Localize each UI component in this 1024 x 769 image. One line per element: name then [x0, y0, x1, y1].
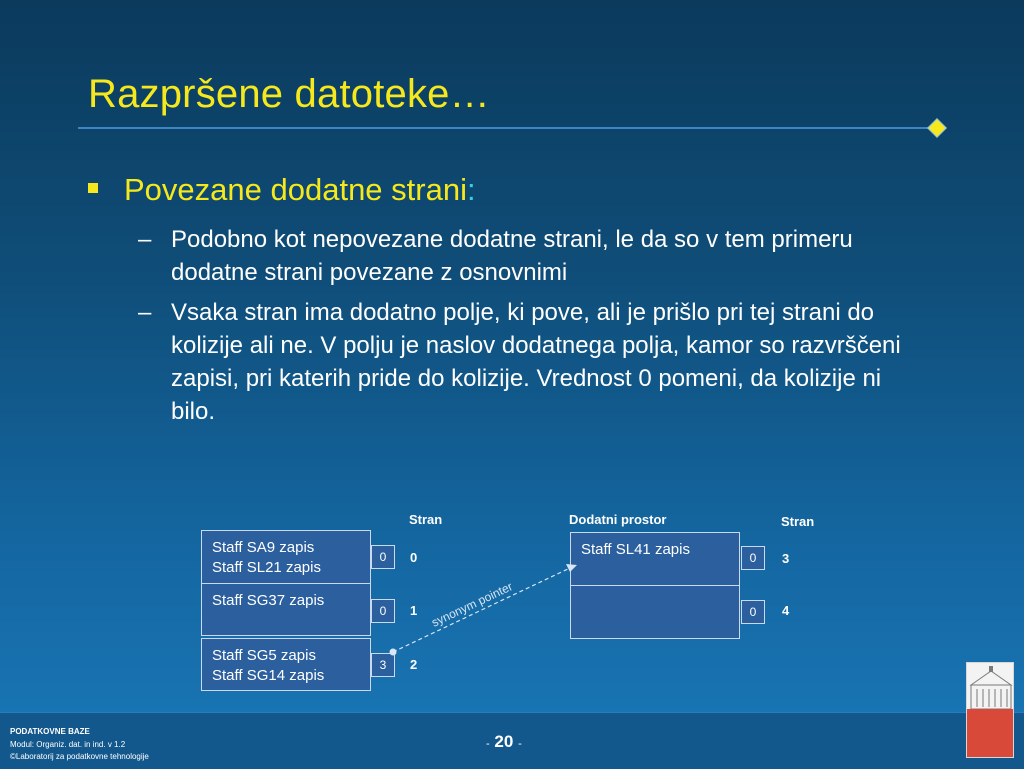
dash-bullet-icon: – [138, 299, 152, 326]
university-logo [966, 662, 1014, 758]
overflow-pointer-field-1: 0 [741, 600, 765, 624]
page-number-2: 2 [410, 657, 418, 672]
overflow-column-label: Dodatni prostor [569, 512, 667, 527]
overflow-pointer-field-0: 0 [741, 546, 765, 570]
overflow-page-number-1: 4 [782, 603, 790, 618]
pointer-field-1: 0 [371, 599, 395, 623]
page-column-label: Stran [409, 512, 443, 527]
footer-module: Modul: Organiz. dat. in ind. v 1.2 [10, 740, 126, 749]
synonym-pointer-label: synonym pointer [429, 579, 515, 630]
overflow-page-number-0: 3 [782, 551, 790, 566]
record-line: Staff SL21 zapis [212, 559, 321, 576]
record-line: Staff SG5 zapis [212, 647, 316, 664]
record-line: Staff SL41 zapis [581, 541, 690, 558]
footer-course: PODATKOVNE BAZE [10, 727, 90, 736]
slide-title: Razpršene datoteke… [88, 72, 490, 116]
logo-red-block [967, 709, 1013, 757]
pointer-field-0: 0 [371, 545, 395, 569]
overflow-page-column-label: Stran [781, 514, 815, 529]
pointer-field-2: 3 [371, 653, 395, 677]
building-icon [967, 663, 1014, 711]
record-line: Staff SA9 zapis [212, 539, 315, 556]
page-number [486, 732, 522, 752]
record-line: Staff SG14 zapis [212, 667, 325, 684]
sub-bullet-text: Podobno kot nepovezane dodatne strani, le da so v tem primeru dodatne strani povezane z osnovnimi [171, 226, 853, 286]
page-suffix: - [518, 738, 522, 750]
page-prefix: - [486, 738, 490, 750]
record-line: Staff SG37 zapis [212, 592, 325, 609]
main-bullet-text: Povezane dodatne strani [124, 172, 467, 207]
sub-bullet-text: Vsaka stran ima dodatno polje, ki pove, ali je prišlo pri tej strani do kolizije ali ne. V polju je naslov dodatnega polja, kamor so razvrščeni zapisi, pri katerih pride do kolizije. Vrednost 0 pomeni, da kolizije ni bilo. [171, 299, 901, 425]
footer-copyright: ©Laboratorij za podatkovne tehnologije [10, 752, 149, 761]
page-number-value: 20 [494, 732, 514, 751]
dash-bullet-icon: – [138, 226, 152, 253]
page-number-1: 1 [410, 603, 418, 618]
main-bullet-colon: : [466, 172, 476, 207]
page-number-0: 0 [410, 550, 418, 565]
